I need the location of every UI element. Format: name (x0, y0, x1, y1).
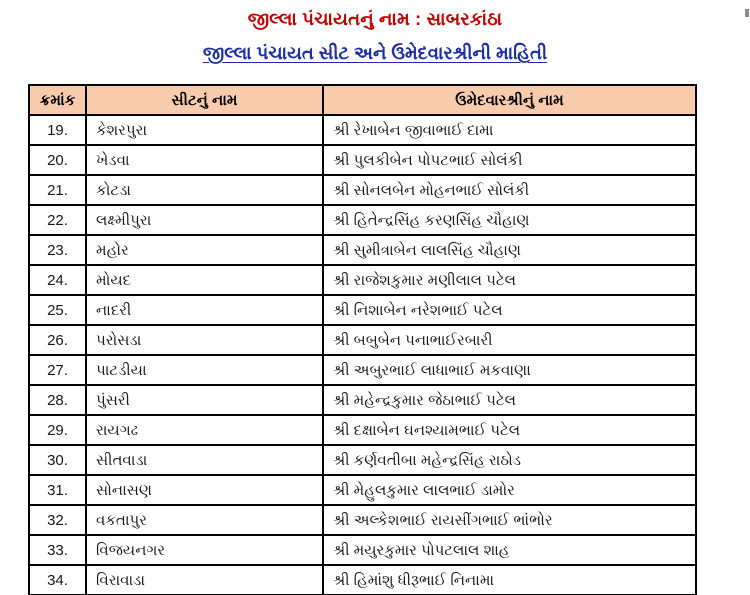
serial-number-cell: 31. (29, 475, 86, 505)
seat-name-cell: રાયગઢ (86, 415, 323, 445)
table-row (29, 295, 696, 325)
candidate-name-cell: શ્રી કર્ણવતીબા મહેન્દ્રસિંહ રાઠોડ (323, 445, 696, 475)
seat-name-cell: પુંસરી (86, 385, 323, 415)
seat-name-cell: મહોર (86, 235, 323, 265)
serial-number-cell: 28. (29, 385, 86, 415)
candidates-table (28, 84, 697, 595)
seat-name-cell: પરોસડા (86, 325, 323, 355)
candidate-name-cell: શ્રી અલ્કેશભાઈ રાયસીંગભાઈ ભાંભોર (323, 505, 696, 535)
table-row (29, 505, 696, 535)
scan-artifact (745, 9, 749, 17)
seat-name-cell: કોટડા (86, 175, 323, 205)
serial-number-cell: 24. (29, 265, 86, 295)
candidate-name-cell: શ્રી રેખાબેન જીવાભાઈ દામા (323, 115, 696, 145)
page-subtitle: જીલ્લા પંચાયત સીટ અને ઉમેદવારશ્રીની માહિતી (202, 43, 548, 63)
candidate-name-cell: શ્રી હિતેન્દ્રસિંહ કરણસિંહ ચૌહાણ (323, 205, 696, 235)
seat-name-cell: સીતવાડા (86, 445, 323, 475)
serial-number-cell: 33. (29, 535, 86, 565)
table-row (29, 355, 696, 385)
serial-number-cell: 22. (29, 205, 86, 235)
candidate-name-cell: શ્રી સુમીત્રાબેન લાલસિંહ ચૌહાણ (323, 235, 696, 265)
table-row (29, 205, 696, 235)
table-row (29, 565, 696, 595)
candidate-name-cell: શ્રી નિશાબેન નરેશભાઈ પટેલ (323, 295, 696, 325)
serial-number-cell: 26. (29, 325, 86, 355)
seat-name-cell: લક્ષ્મીપુરા (86, 205, 323, 235)
serial-number-cell: 20. (29, 145, 86, 175)
table-row (29, 385, 696, 415)
table-row (29, 115, 696, 145)
serial-number-cell: 21. (29, 175, 86, 205)
table-row (29, 475, 696, 505)
seat-name-cell: વકતાપુર (86, 505, 323, 535)
serial-number-cell: 30. (29, 445, 86, 475)
candidate-name-cell: શ્રી પુલકીબેન પોપટભાઈ સોલંકી (323, 145, 696, 175)
serial-number-cell: 25. (29, 295, 86, 325)
column-header-seat-name: સીટનું નામ (86, 85, 323, 115)
seat-name-cell: વિજયનગર (86, 535, 323, 565)
table-row (29, 265, 696, 295)
seat-name-cell: વિરાવાડા (86, 565, 323, 595)
table-row (29, 325, 696, 355)
document-page (0, 9, 750, 595)
candidate-name-cell: શ્રી હિમાંશુ ધીરૂભાઈ નિનામા (323, 565, 696, 595)
table-row (29, 145, 696, 175)
table-row (29, 535, 696, 565)
column-header-candidate-name: ઉમેદવારશ્રીનું નામ (323, 85, 696, 115)
candidate-name-cell: શ્રી રાજેશકુમાર મણીલાલ પટેલ (323, 265, 696, 295)
seat-name-cell: મોયદ (86, 265, 323, 295)
serial-number-cell: 23. (29, 235, 86, 265)
candidate-name-cell: શ્રી બબુબેન પનાભાઈરબારી (323, 325, 696, 355)
district-title: જીલ્લા પંચાયતનું નામ : સાબરકાંઠા (247, 9, 503, 29)
seat-name-cell: ખેડવા (86, 145, 323, 175)
candidate-name-cell: શ્રી મેહુલકુમાર લાલભાઈ ડામોર (323, 475, 696, 505)
table-row (29, 445, 696, 475)
candidate-name-cell: શ્રી મયુરકુમાર પોપટલાલ શાહ (323, 535, 696, 565)
table-row (29, 415, 696, 445)
serial-number-cell: 19. (29, 115, 86, 145)
candidate-name-cell: શ્રી અબુરભાઈ લાધાભાઈ મકવાણા (323, 355, 696, 385)
table-row (29, 175, 696, 205)
serial-number-cell: 32. (29, 505, 86, 535)
seat-name-cell: કેશરપુરા (86, 115, 323, 145)
table-header-row (29, 85, 696, 115)
candidate-name-cell: શ્રી સોનલબેન મોહનભાઈ સોલંકી (323, 175, 696, 205)
serial-number-cell: 27. (29, 355, 86, 385)
seat-name-cell: સોનાસણ (86, 475, 323, 505)
seat-name-cell: પાટડીયા (86, 355, 323, 385)
serial-number-cell: 34. (29, 565, 86, 595)
column-header-serial: ક્રમાંક (29, 85, 86, 115)
candidate-name-cell: શ્રી દક્ષાબેન ઘનશ્યામભાઈ પટેલ (323, 415, 696, 445)
candidate-name-cell: શ્રી મહેન્દ્રકુમાર જેઠાભાઈ પટેલ (323, 385, 696, 415)
table-row (29, 235, 696, 265)
serial-number-cell: 29. (29, 415, 86, 445)
seat-name-cell: નાદરી (86, 295, 323, 325)
